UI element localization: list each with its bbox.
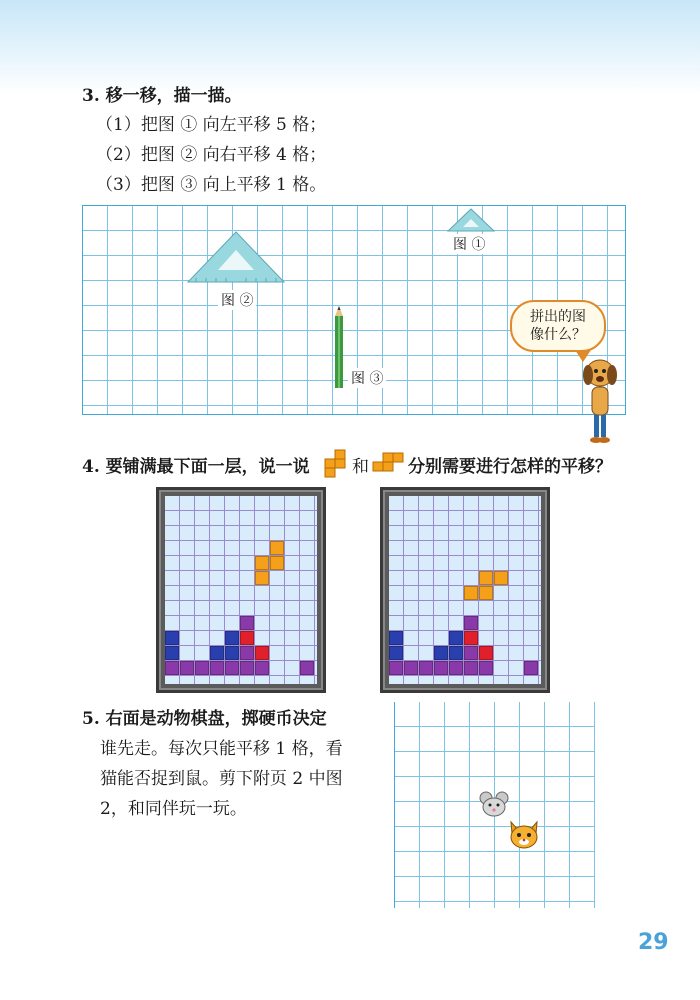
bubble-line-1: 拼出的图 — [530, 309, 586, 325]
triangle-ruler-2 — [186, 230, 286, 284]
stack-cell — [225, 646, 239, 660]
stack-cell — [180, 661, 194, 675]
label-figure-3: 图 ③ — [348, 368, 386, 388]
stack-cell — [419, 661, 433, 675]
tetris-grid-1 — [165, 496, 317, 684]
stack-cell — [255, 661, 269, 675]
stack-cell — [464, 646, 478, 660]
stack-cell — [300, 661, 314, 675]
piece-cell — [479, 571, 493, 585]
stack-cell — [464, 661, 478, 675]
piece-cell — [270, 541, 284, 555]
stack-cell — [434, 646, 448, 660]
q5-line-1: 5. 右面是动物棋盘，掷硬币决定 — [82, 709, 327, 729]
stack-cell — [195, 661, 209, 675]
q5-line-3: 猫能否捉到鼠。剪下附页 2 中图 — [100, 769, 343, 789]
stack-cell — [210, 646, 224, 660]
piece-cell — [479, 586, 493, 600]
stack-cell — [240, 631, 254, 645]
stack-cell — [464, 616, 478, 630]
piece-cell — [255, 571, 269, 585]
stack-cell — [225, 661, 239, 675]
stack-cell — [225, 631, 239, 645]
stack-cell — [210, 661, 224, 675]
stack-cell — [449, 661, 463, 675]
stack-cell — [404, 661, 418, 675]
stack-cell — [389, 646, 403, 660]
q4-mid: 和 — [352, 457, 369, 477]
stack-cell — [240, 661, 254, 675]
page-number: 29 — [638, 930, 669, 955]
q3-item-2: （2）把图 ② 向右平移 4 格； — [96, 145, 327, 165]
stack-cell — [449, 631, 463, 645]
speech-bubble — [510, 300, 606, 352]
stack-cell — [524, 661, 538, 675]
stack-cell — [464, 631, 478, 645]
stack-cell — [165, 631, 179, 645]
stack-cell — [389, 661, 403, 675]
stack-cell — [255, 646, 269, 660]
stack-cell — [479, 661, 493, 675]
stack-cell — [389, 631, 403, 645]
piece-cell — [464, 586, 478, 600]
pencil-icon — [334, 306, 344, 388]
label-figure-2: 图 ② — [218, 290, 256, 310]
stack-cell — [165, 661, 179, 675]
stack-cell — [479, 646, 493, 660]
cartoon-dog-icon — [580, 355, 620, 447]
stack-cell — [240, 646, 254, 660]
bubble-line-2: 像什么？ — [530, 327, 586, 343]
stack-cell — [449, 646, 463, 660]
tetris-board-2 — [380, 487, 550, 693]
q3-item-1: （1）把图 ① 向左平移 5 格； — [96, 115, 327, 135]
q4-suffix: 分别需要进行怎样的平移？ — [408, 457, 612, 477]
label-figure-1: 图 ① — [450, 234, 488, 254]
piece-cell — [494, 571, 508, 585]
stack-cell — [434, 661, 448, 675]
tetris-board-1 — [156, 487, 326, 693]
q5-line-4: 2，和同伴玩一玩。 — [100, 799, 247, 819]
tetromino-s-horizontal-icon — [372, 452, 404, 474]
q4-prefix: 4. 要铺满最下面一层，说一说 — [82, 457, 310, 477]
triangle-ruler-1 — [446, 207, 496, 233]
mouse-icon — [478, 790, 512, 818]
stack-cell — [165, 646, 179, 660]
q3-item-3: （3）把图 ③ 向上平移 1 格。 — [96, 175, 327, 195]
piece-cell — [255, 556, 269, 570]
stack-cell — [240, 616, 254, 630]
q3-title: 3. 移一移，描一描。 — [82, 86, 242, 106]
cat-icon — [508, 820, 540, 850]
tetromino-s-vertical-icon — [322, 449, 348, 479]
header-band — [0, 0, 700, 95]
piece-cell — [270, 556, 284, 570]
tetris-grid-2 — [389, 496, 541, 684]
q5-line-2: 谁先走。每次只能平移 1 格，看 — [100, 739, 343, 759]
